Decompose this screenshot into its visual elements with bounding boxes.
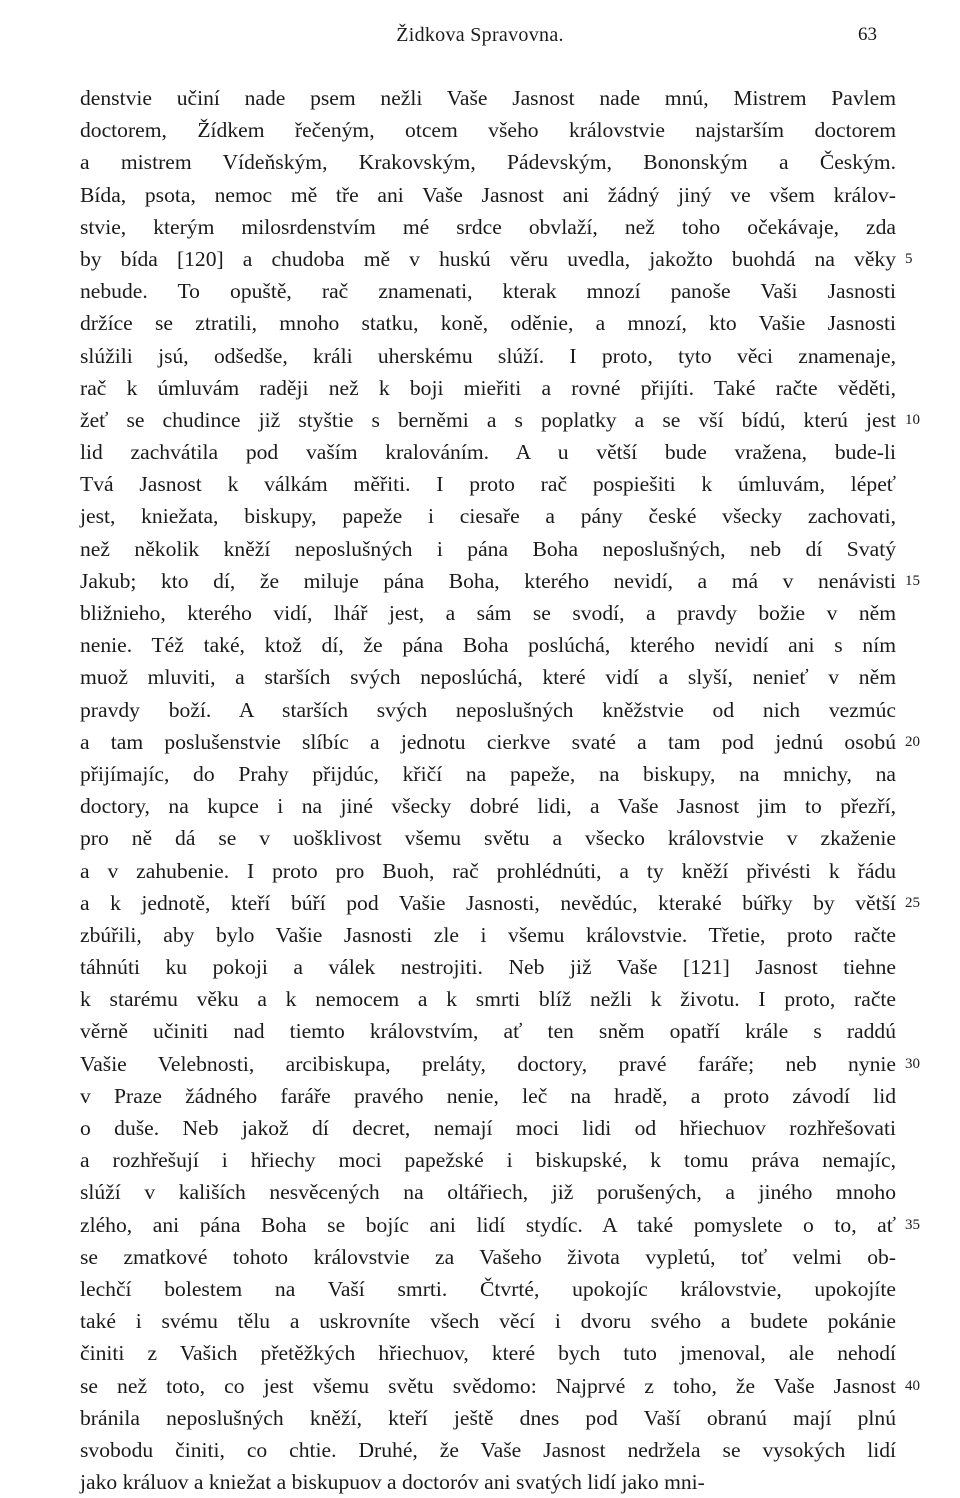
text-line: pro ně dá se v uošklivost všemu světu a všecko královstvie v zkaženie bbox=[80, 826, 896, 851]
margin-line-number: 5 bbox=[905, 251, 913, 267]
text-line: a v zahubenie. I proto pro Buoh, rač prohlédnúti, a ty kněží přivésti k řádu bbox=[80, 858, 896, 883]
text-line: doctorem, Žídkem řečeným, otcem všeho královstvie najstarším doctorem bbox=[80, 118, 896, 143]
text-line: zlého, ani pána Boha se bojíc ani lidí stydíc. A také pomyslete o to, ať bbox=[80, 1212, 896, 1237]
text-line: v Praze žádného faráře pravého nenie, leč na hradě, a proto závodí lid bbox=[80, 1083, 896, 1108]
text-line: lid zachvátila pod vaším kralováním. A u větší bude vražena, bude-li bbox=[80, 440, 896, 465]
text-line: bránila neposlušných kněží, kteří ještě dnes pod Vaší obranú mají plnú bbox=[80, 1405, 896, 1430]
text-line: a k jednotě, kteří búří pod Vašie Jasnosti, nevědúc, kteraké búřky by větší bbox=[80, 890, 896, 915]
text-line: slúží v kališích nesvěcených na oltářiech, již porušených, a jiného mnoho bbox=[80, 1180, 896, 1205]
margin-line-number: 35 bbox=[905, 1217, 920, 1233]
text-line: Jakub; kto dí, že miluje pána Boha, kterého nevidí, a má v nenávisti bbox=[80, 568, 896, 593]
margin-line-number: 10 bbox=[905, 412, 920, 428]
text-line: o duše. Neb jakož dí decret, nemají moci lidi od hřiechuov rozhřešovati bbox=[80, 1116, 896, 1140]
text-line: doctory, na kupce i na jiné všecky dobré lidi, a Vaše Jasnost jim to přezří, bbox=[80, 794, 896, 819]
text-line: svobodu činiti, co chtie. Druhé, že Vaše Jasnost nedržela se vysokých lidí bbox=[80, 1437, 896, 1462]
page-header bbox=[0, 24, 960, 54]
text-line: rač k úmluvám raději než k boji mieřiti a rovné přijíti. Také račte věděti, bbox=[80, 375, 896, 400]
text-line: než několik kněží neposlušných i pána Boha neposlušných, neb dí Svatý bbox=[80, 536, 896, 561]
text-line: zbúřili, aby bylo Vašie Jasnosti zle i všemu královstvie. Třetie, proto račte bbox=[80, 922, 896, 947]
text-line: muož mluviti, a starších svých neposlúchá, které vidí a slyší, nenieť v něm bbox=[80, 665, 896, 690]
running-title: Židkova Spravovna. bbox=[396, 24, 564, 46]
text-line: věrně učiniti nad tiemto královstvím, ať ten sněm opatří krále s raddú bbox=[80, 1019, 896, 1044]
text-line: Vašie Velebnosti, arcibiskupa, preláty, doctory, pravé faráře; neb nynie bbox=[80, 1051, 896, 1076]
text-line: Tvá Jasnost k válkám měřiti. I proto rač pospiešiti k úmluvám, lépeť bbox=[80, 472, 896, 497]
text-line: přijímajíc, do Prahy přijdúc, křičí na papeže, na biskupy, na mnichy, na bbox=[80, 761, 896, 786]
text-line: a mistrem Vídeňským, Krakovským, Pádevským, Bononským a Českým. bbox=[80, 150, 896, 175]
text-line: nebude. To opuště, rač znamenati, kterak mnozí panoše Vaši Jasnosti bbox=[80, 279, 896, 304]
text-line: držíce se ztratili, mnoho statku, koně, oděnie, a mnozí, kto Vašie Jasnosti bbox=[80, 311, 896, 336]
page-number: 63 bbox=[858, 24, 877, 45]
text-line: táhnúti ku pokoji a válek nestrojiti. Neb již Vaše [121] Jasnost tiehne bbox=[80, 955, 896, 980]
text-line: a rozhřešují i hřiechy moci papežské i biskupské, k tomu práva nemajíc, bbox=[80, 1148, 896, 1173]
text-line: k starému věku a k nemocem a k smrti blíž nežli k životu. I proto, račte bbox=[80, 987, 896, 1012]
text-line: nenie. Též také, ktož dí, že pána Boha poslúchá, kterého nevidí ani s ním bbox=[80, 633, 896, 658]
text-line: bližnieho, kterého vidí, lhář jest, a sám se svodí, a pravdy božie v něm bbox=[80, 601, 896, 625]
text-line: se než toto, co jest všemu světu svědomo: Najprvé z toho, že Vaše Jasnost bbox=[80, 1373, 896, 1398]
text-line: jako králuov a kniežat a biskupuov a doctoróv ani svatých lidí jako mni- bbox=[80, 1470, 705, 1495]
text-line: se zmatkové tohoto královstvie za Vašeho života vypletú, toť velmi ob- bbox=[80, 1244, 896, 1269]
text-line: slúžili jsú, odšedše, králi uherskému slúží. I proto, tyto věci znamenaje, bbox=[80, 343, 896, 368]
margin-line-number: 30 bbox=[905, 1056, 920, 1072]
text-line: činiti z Vašich přetěžkých hřiechuov, které bych tuto jmenoval, ale nehodí bbox=[80, 1341, 896, 1366]
text-line: lechčí bolestem na Vaší smrti. Čtvrté, upokojíc královstvie, upokojíte bbox=[80, 1276, 896, 1301]
text-line: stvie, kterým milosrdenstvím mé srdce obvlaží, než toho očekávaje, zda bbox=[80, 214, 896, 239]
text-line: Bída, psota, nemoc mě tře ani Vaše Jasnost ani žádný jiný ve všem králov- bbox=[80, 182, 896, 207]
text-line: a tam poslušenstvie slíbíc a jednotu cierkve svaté a tam pod jednú osobú bbox=[80, 729, 896, 754]
text-line: by bída [120] a chudoba mě v huskú věru uvedla, jakožto buohdá na věky bbox=[80, 246, 896, 271]
text-line: také i svému tělu a uskrovníte všech věcí i dvoru svého a budete pokánie bbox=[80, 1309, 896, 1334]
margin-line-number: 40 bbox=[905, 1378, 920, 1394]
margin-line-number: 15 bbox=[905, 573, 920, 589]
text-line: jest, kniežata, biskupy, papeže i ciesaře a pány české všecky zachovati, bbox=[80, 504, 896, 529]
margin-line-number: 20 bbox=[905, 734, 920, 750]
margin-line-number: 25 bbox=[905, 895, 920, 911]
text-line: denstvie učiní nade psem nežli Vaše Jasnost nade mnú, Mistrem Pavlem bbox=[80, 86, 896, 110]
text-line: pravdy boží. A starších svých neposlušných kněžstvie od nich vezmúc bbox=[80, 697, 896, 722]
text-line: žeť se chudince již styštie s berněmi a s poplatky a se vší bídú, kterú jest bbox=[80, 407, 896, 432]
body-text bbox=[80, 82, 896, 1498]
